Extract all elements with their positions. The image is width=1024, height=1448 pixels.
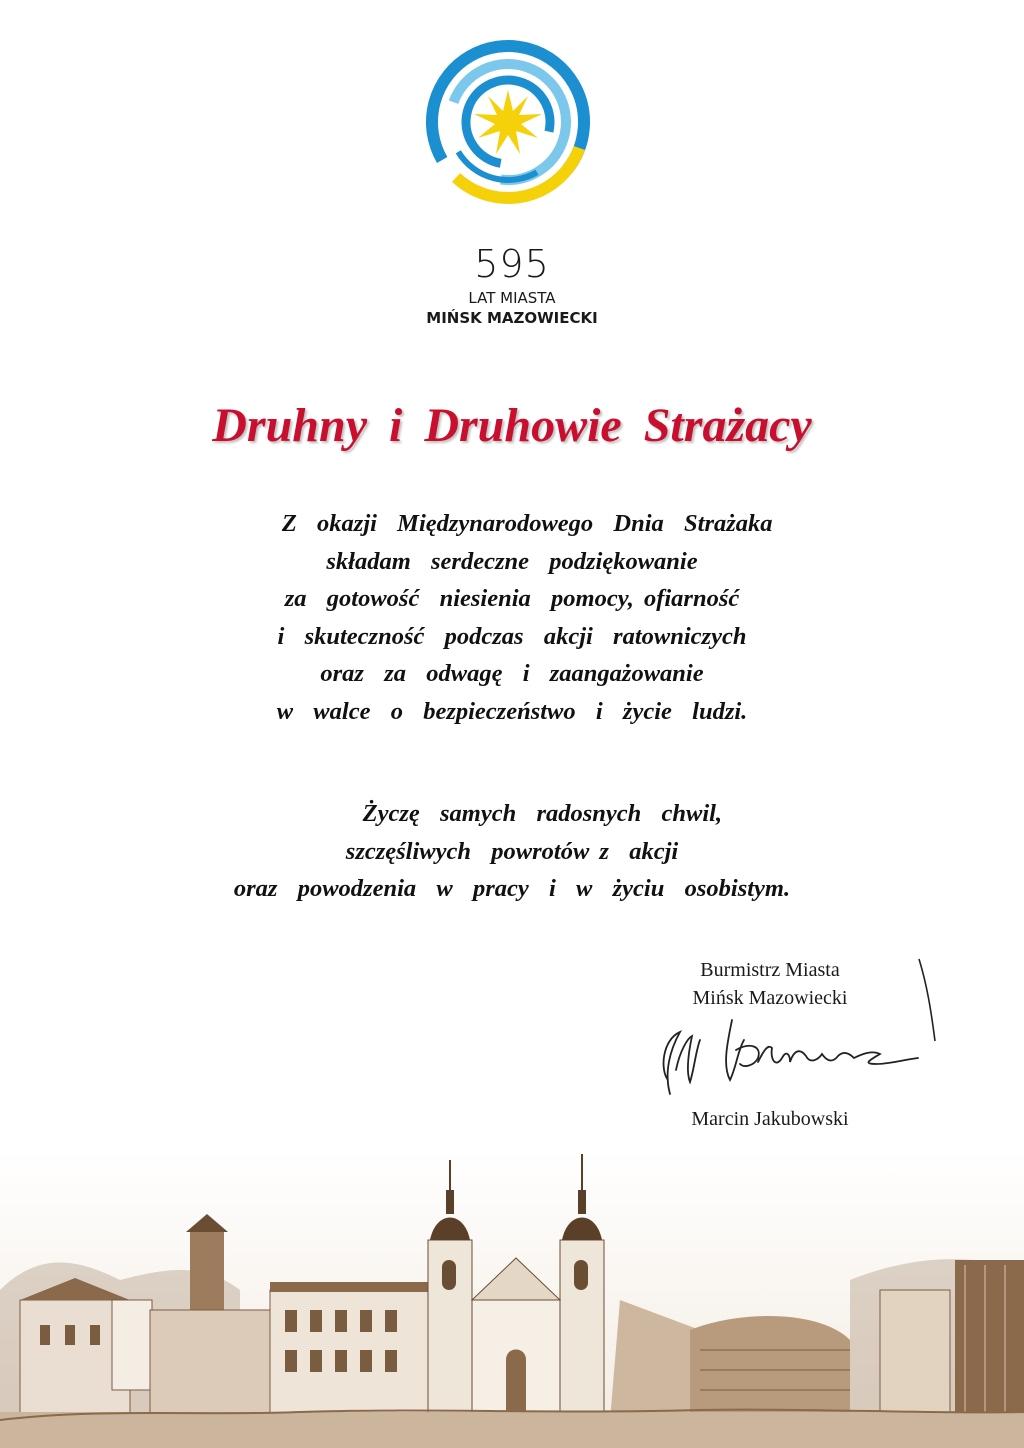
paragraph-line: oraz powodzenia w pracy i w życiu osobistym.	[233, 875, 791, 902]
paragraph-line: w walce o bezpieczeństwo i życie ludzi.	[276, 697, 748, 725]
anniversary-brand-text	[412, 244, 612, 328]
signer-title	[640, 956, 900, 1012]
signer-role-line: Burmistrz Miasta	[700, 959, 840, 981]
anniversary-caption: LAT MIASTA	[468, 289, 556, 307]
paragraph-line: Życzę samych radosnych chwil,	[301, 800, 723, 827]
handwritten-signature-icon	[640, 1010, 940, 1100]
paragraph-line: za gotowość niesienia pomocy, ofiarność	[284, 585, 740, 612]
city-anniversary-logo-icon	[424, 38, 592, 216]
town-skyline-illustration-icon	[0, 1150, 1024, 1448]
paragraph-line: składam serdeczne podziękowanie	[326, 547, 698, 575]
signer-role-line: Mińsk Mazowiecki	[692, 987, 848, 1009]
signer-name: Marcin Jakubowski	[691, 1108, 849, 1130]
paragraph-line: szczęśliwych powrotów z akcji	[345, 837, 679, 865]
letter-title: Druhny i Druhowie Strażacy	[212, 399, 812, 452]
paragraph-line: i skuteczność podczas akcji ratowniczych	[277, 622, 747, 650]
paragraph-line: oraz za odwagę i zaangażowanie	[320, 660, 704, 687]
paragraph-line: Z okazji Międzynarodowego Dnia Strażaka	[251, 510, 773, 537]
greeting-paragraph	[0, 505, 1024, 730]
city-name: MIŃSK MAZOWIECKI	[426, 309, 598, 327]
wishes-paragraph	[0, 795, 1024, 908]
anniversary-number: 595	[474, 242, 550, 286]
